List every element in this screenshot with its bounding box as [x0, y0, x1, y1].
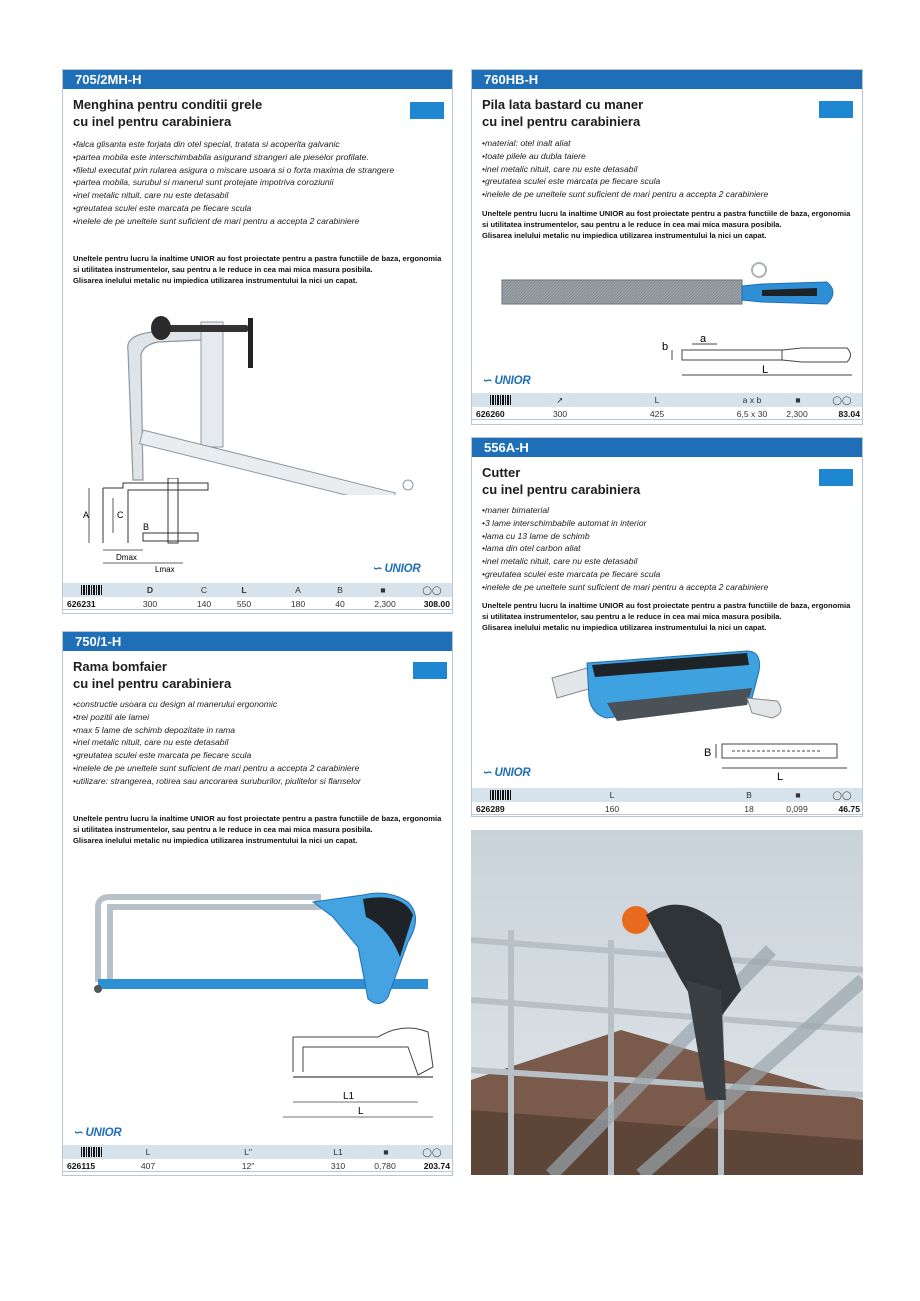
dim-c-label: C: [117, 510, 124, 520]
dim-lmax-label: Lmax: [155, 565, 175, 573]
col-b: B: [337, 585, 343, 595]
barcode-icon: [81, 585, 103, 595]
list-item: • inel metalic nituit, care nu este detasabil: [73, 189, 394, 202]
dim-b-label: b: [662, 341, 669, 353]
list-item: • filetul executat prin rularea asigura o miscare usoara si o forta maxima de strangere: [73, 164, 394, 177]
table-row: 626289 160 18 0,099 46.75: [472, 802, 862, 815]
worker-on-roof-photo: [471, 830, 863, 1175]
list-item: • inelele de pe uneltele sunt suficient de mari pentru a accepta 2 carabiniere: [482, 188, 768, 201]
list-item: • inelele de pe uneltele sunt suficient de mari pentru a accepta 2 carabiniere: [73, 215, 394, 228]
product-code-header: 705/2MH-H: [63, 70, 452, 89]
height-badge: [410, 102, 444, 119]
dim-dmax-label: Dmax: [116, 553, 137, 562]
list-item: • 3 lame interschimbabile automat in interior: [482, 517, 768, 530]
list-item: • partea mobila este interschimbabila asigurand strangeri ale pieselor profilate.: [73, 151, 394, 164]
col-l: L: [654, 395, 660, 405]
file-dimension-diagram: [662, 330, 857, 385]
unior-logo: ∽ UNIOR: [372, 563, 421, 575]
description: Uneltele pentru lucru la inaltime UNIOR au fost proiectate pentru a pastra functiile de baza, ergonomia si utilitatea instrumentelor, sau pentru a le reduce in cea mai mica masura posibila. Glisarea inelului metalic nu impiedica utilizarea instrumentului la nici un capat.: [73, 814, 442, 845]
list-item: • maner bimaterial: [482, 504, 768, 517]
list-item: • partea mobila, surubul si manerul sunt protejate impotriva coroziunii: [73, 176, 394, 189]
dim-l1-label: L1: [343, 1091, 355, 1102]
dim-l-label: L: [358, 1106, 364, 1117]
clamp-image: [113, 300, 423, 495]
feature-list: [482, 137, 768, 201]
list-item: • lama din otel carbon aliat: [482, 542, 768, 555]
col-l: L: [145, 1147, 151, 1157]
col-l-inch: L": [244, 1147, 252, 1157]
product-card-705-2mh-h: [62, 69, 453, 614]
feature-list: [482, 504, 768, 594]
hacksaw-dimension-diagram: [278, 1017, 438, 1127]
spec-header-row: [472, 788, 862, 802]
dim-l-label: L: [777, 771, 784, 781]
description: Uneltele pentru lucru la inaltime UNIOR au fost proiectate pentru a pastra functiile de baza, ergonomia si utilitatea instrumentelor, sau pentru a le reduce in cea mai mica masura posibila. Glisarea inelului metalic nu impiedica utilizarea instrumentului la nici un capat.: [482, 209, 851, 240]
list-item: • inel metalic nituit, care nu este detasabil: [482, 163, 768, 176]
product-title: Menghina pentru conditii grele cu inel pentru carabiniera: [73, 97, 263, 129]
barcode-icon: [81, 1147, 103, 1157]
list-item: • falca glisanta este forjata din otel special, tratata si acoperita galvanic: [73, 138, 394, 151]
spec-table: [472, 393, 862, 420]
product-code-header: 556A-H: [472, 438, 862, 457]
list-item: • greutatea sculei este marcata pe fiecare scula: [73, 202, 394, 215]
clamp-dimension-diagram: [83, 478, 213, 573]
barcode-icon: [490, 395, 512, 405]
list-item: • greutatea sculei este marcata pe fiecare scula: [482, 568, 768, 581]
col-l1: L1: [333, 1147, 343, 1157]
spec-header-row: [63, 583, 452, 597]
photo-illustration: [471, 830, 863, 1175]
weight-icon: ■: [380, 585, 386, 595]
list-item: • inel metalic nituit, care nu este detasabil: [482, 555, 768, 568]
product-card-760hb-h: [471, 69, 863, 425]
weight-icon: ■: [795, 790, 801, 800]
col-axb: a x b: [742, 395, 762, 405]
description: Uneltele pentru lucru la inaltime UNIOR au fost proiectate pentru a pastra functiile de baza, ergonomia si utilitatea instrumentelor, sau pentru a le reduce in cea mai mica masura posibila. Glisarea inelului metalic nu impiedica utilizarea instrumentului la nici un capat.: [73, 254, 442, 285]
product-card-750-1-h: [62, 631, 453, 1176]
col-l: L: [241, 585, 247, 595]
feature-list: [73, 698, 361, 788]
list-item: • max 5 lame de schimb depozitate in rama: [73, 724, 361, 737]
dim-b-label: B: [143, 522, 150, 532]
dim-b-label: B: [704, 747, 712, 759]
product-title: Rama bomfaier cu inel pentru carabiniera: [73, 659, 232, 691]
table-row: 626231 300 140 550 180 40 2,300 308.00: [63, 597, 452, 610]
product-code-header: 750/1-H: [63, 632, 452, 651]
product-code-header: 760HB-H: [472, 70, 862, 89]
price-coins-icon: ◯◯: [832, 790, 852, 800]
spec-header-row: [472, 393, 862, 407]
weight-icon: ■: [795, 395, 801, 405]
height-badge: [819, 469, 853, 486]
unior-logo: ∽ UNIOR: [482, 375, 531, 387]
barcode-icon: [490, 790, 512, 800]
list-item: • lama cu 13 lame de schimb: [482, 530, 768, 543]
dim-a-label: a: [700, 333, 707, 345]
product-title: Cutter cu inel pentru carabiniera: [482, 465, 641, 497]
hacksaw-image: [88, 887, 438, 1017]
unior-logo: ∽ UNIOR: [73, 1127, 122, 1139]
col-d: D: [146, 585, 154, 595]
list-item: • toate pilele au dubla taiere: [482, 150, 768, 163]
product-title: Pila lata bastard cu maner cu inel pentru carabiniera: [482, 97, 644, 129]
weight-icon: ■: [383, 1147, 389, 1157]
feature-list: [73, 138, 394, 228]
price-coins-icon: ◯◯: [832, 395, 852, 405]
cutter-image: [547, 643, 812, 728]
list-item: • trei pozitii ale lamei: [73, 711, 361, 724]
cut-length-icon: ➚: [556, 395, 564, 405]
unior-logo: ∽ UNIOR: [482, 767, 531, 779]
height-badge: [819, 101, 853, 118]
col-a: A: [295, 585, 301, 595]
col-b: B: [746, 790, 752, 800]
price-coins-icon: ◯◯: [422, 1147, 442, 1157]
dim-l-label: L: [762, 364, 769, 376]
price-coins-icon: ◯◯: [422, 585, 442, 595]
file-image: [497, 260, 842, 320]
height-badge: [413, 662, 447, 679]
dim-a-label: A: [83, 510, 90, 520]
table-row: 626260 300 425 6,5 x 30 2,300 83.04: [472, 407, 862, 420]
table-row: 626115 407 12" 310 0,780 203.74: [63, 1159, 452, 1172]
col-c: C: [200, 585, 208, 595]
list-item: • utilizare: strangerea, rotirea sau ancorarea suruburilor, piulitelor si flanselor: [73, 775, 361, 788]
col-l: L: [609, 790, 615, 800]
list-item: • constructie usoara cu design al manerului ergonomic: [73, 698, 361, 711]
list-item: • material: otel inalt aliat: [482, 137, 768, 150]
spec-header-row: [63, 1145, 452, 1159]
list-item: • inelele de pe uneltele sunt suficient de mari pentru a accepta 2 carabiniere: [482, 581, 768, 594]
list-item: • greutatea sculei este marcata pe fiecare scula: [73, 749, 361, 762]
spec-table: [63, 1145, 452, 1172]
product-card-556a-h: [471, 437, 863, 817]
spec-table: [63, 583, 452, 610]
cutter-dimension-diagram: [702, 736, 852, 781]
description: Uneltele pentru lucru la inaltime UNIOR au fost proiectate pentru a pastra functiile de baza, ergonomia si utilitatea instrumentelor, sau pentru a le reduce in cea mai mica masura posibila. Glisarea inelului metalic nu impiedica utilizarea instrumentului la nici un capat.: [482, 601, 851, 632]
list-item: • inel metalic nituit, care nu este detasabil: [73, 736, 361, 749]
spec-table: [472, 788, 862, 815]
list-item: • inelele de pe uneltele sunt suficient de mari pentru a accepta 2 carabiniere: [73, 762, 361, 775]
list-item: • greutatea sculei este marcata pe fiecare scula: [482, 175, 768, 188]
